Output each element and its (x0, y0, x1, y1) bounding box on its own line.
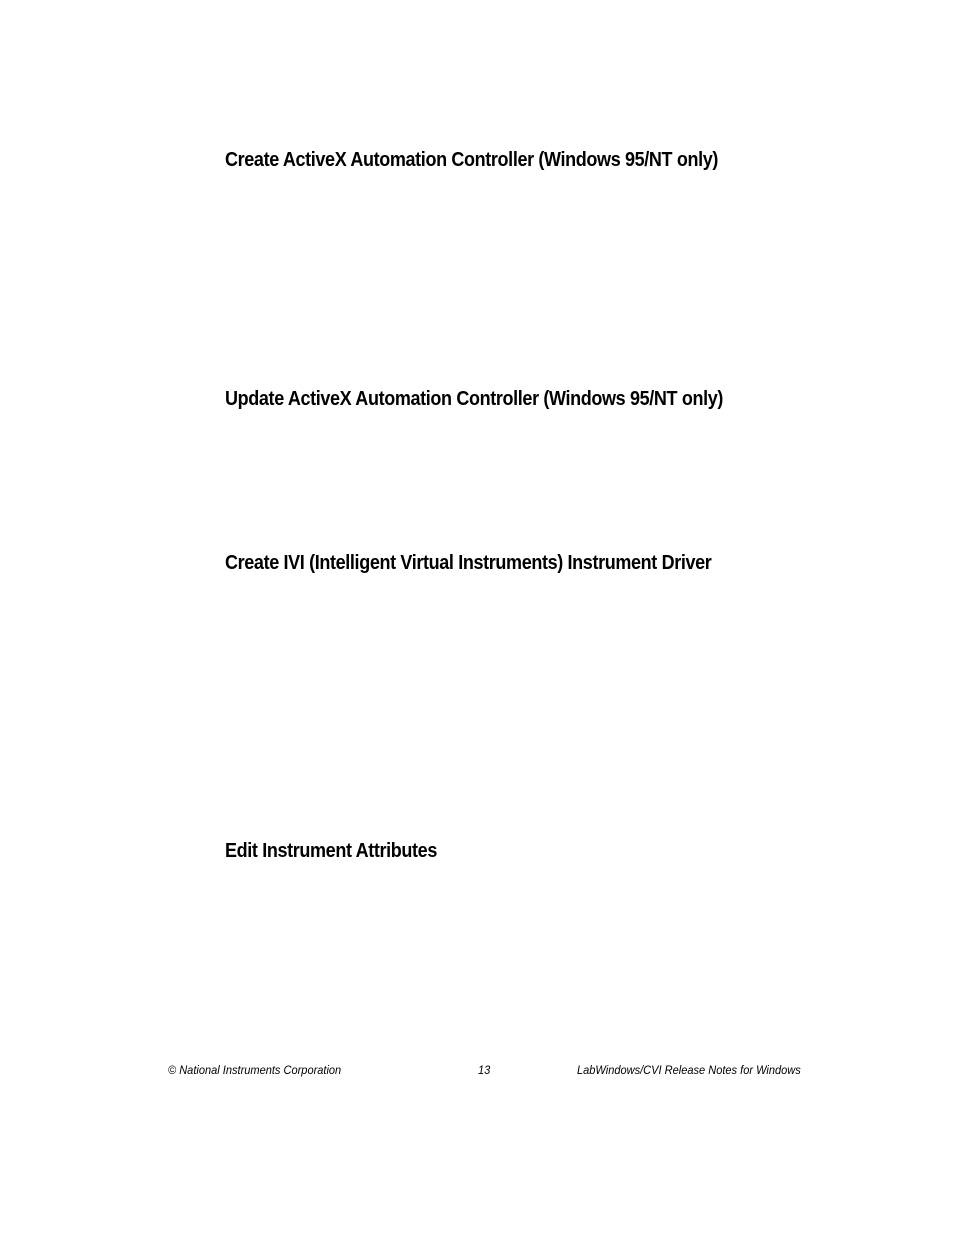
footer-document-title: LabWindows/CVI Release Notes for Windows (577, 1063, 801, 1077)
section-heading-create-activex-controller: Create ActiveX Automation Controller (Windows 95/NT only) (225, 149, 719, 171)
section-heading-update-activex-controller: Update ActiveX Automation Controller (Windows 95/NT only) (225, 388, 724, 410)
footer-copyright: © National Instruments Corporation (168, 1063, 342, 1077)
section-heading-edit-instrument-attributes: Edit Instrument Attributes (225, 840, 437, 862)
section-heading-create-ivi-driver: Create IVI (Intelligent Virtual Instruments) Instrument Driver (225, 552, 712, 574)
footer-page-number: 13 (478, 1063, 491, 1077)
